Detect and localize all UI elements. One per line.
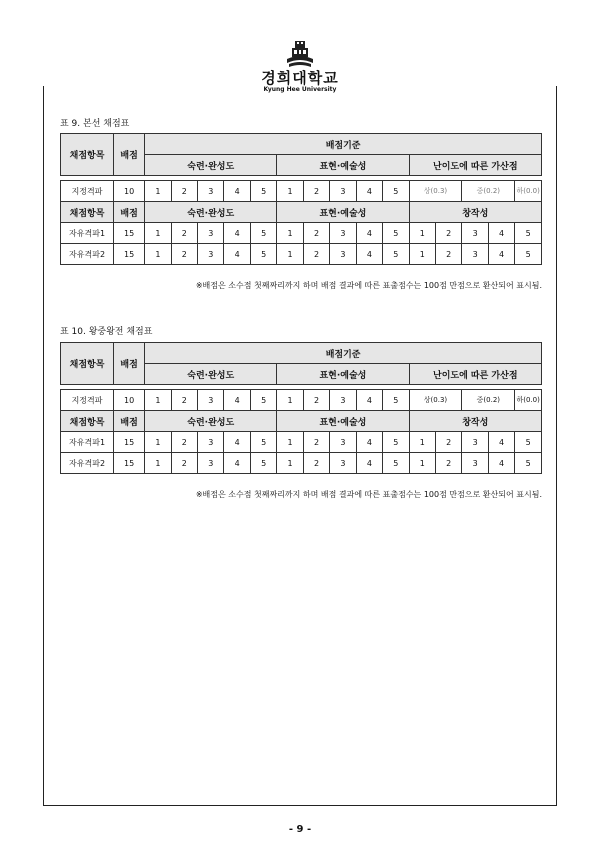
scale-cell: 4 xyxy=(356,432,382,453)
scale-cell: 2 xyxy=(303,453,329,474)
row-label: 지정격파 xyxy=(61,390,114,411)
scale-cell: 3 xyxy=(330,244,356,265)
university-emblem-icon xyxy=(284,40,316,70)
scale-cell: 1 xyxy=(145,432,171,453)
scale-cell: 1 xyxy=(409,453,435,474)
scale-cell: 5 xyxy=(515,223,542,244)
scale-cell: 3 xyxy=(330,390,356,411)
scale-cell: 5 xyxy=(250,390,276,411)
scale-cell: 1 xyxy=(277,432,303,453)
row-label: 자유격파1 xyxy=(61,432,114,453)
scale-cell: 1 xyxy=(145,390,171,411)
scale-cell: 4 xyxy=(488,223,514,244)
scale-cell: 3 xyxy=(198,223,224,244)
scale-cell: 5 xyxy=(250,181,276,202)
university-logo xyxy=(0,40,600,96)
scale-cell: 4 xyxy=(356,181,382,202)
row-score: 10 xyxy=(114,181,145,202)
scale-cell: 2 xyxy=(171,390,197,411)
table-caption: 표 10. 왕중왕전 채점표 xyxy=(60,327,153,337)
score-table xyxy=(60,342,542,474)
row-label: 자유격파1 xyxy=(61,223,114,244)
scale-cell: 4 xyxy=(224,181,250,202)
col-header-score: 배점 xyxy=(114,134,145,176)
criteria-header: 배점기준 xyxy=(145,343,542,364)
row-score: 15 xyxy=(114,432,145,453)
scale-cell: 4 xyxy=(224,223,250,244)
scale-cell: 3 xyxy=(198,453,224,474)
scale-cell: 2 xyxy=(303,390,329,411)
logo-english-text: Kyung Hee University xyxy=(263,86,337,93)
scale-cell: 2 xyxy=(171,432,197,453)
scale-cell: 4 xyxy=(356,390,382,411)
col-header-score: 배점 xyxy=(114,411,145,432)
scale-cell: 2 xyxy=(435,244,461,265)
scale-cell: 4 xyxy=(356,223,382,244)
scale-cell: 5 xyxy=(250,244,276,265)
scale-cell: 2 xyxy=(303,223,329,244)
group-header-skill: 숙련·완성도 xyxy=(145,364,277,385)
scale-cell: 5 xyxy=(250,223,276,244)
scale-cell: 2 xyxy=(303,244,329,265)
scale-cell: 3 xyxy=(198,181,224,202)
scale-cell: 1 xyxy=(277,390,303,411)
row-score: 15 xyxy=(114,244,145,265)
scale-cell: 3 xyxy=(198,244,224,265)
scale-cell: 5 xyxy=(515,453,542,474)
scale-cell: 3 xyxy=(330,223,356,244)
col-header-item: 채점항목 xyxy=(61,411,114,432)
scale-cell: 5 xyxy=(250,453,276,474)
group-header-creativity: 창작성 xyxy=(409,202,541,223)
bonus-cell: 중(0.2) xyxy=(462,181,515,202)
scale-cell: 3 xyxy=(330,432,356,453)
scale-cell: 3 xyxy=(330,453,356,474)
table-row xyxy=(61,390,542,411)
scale-cell: 1 xyxy=(277,181,303,202)
scale-cell: 3 xyxy=(462,223,488,244)
scale-cell: 3 xyxy=(462,453,488,474)
scale-cell: 1 xyxy=(277,223,303,244)
scale-cell: 5 xyxy=(250,432,276,453)
scale-cell: 5 xyxy=(383,453,409,474)
table-row xyxy=(61,223,542,244)
scale-cell: 3 xyxy=(330,181,356,202)
bonus-cell: 중(0.2) xyxy=(462,390,515,411)
scale-cell: 1 xyxy=(145,181,171,202)
group-header-expression: 표현·예술성 xyxy=(277,202,409,223)
scale-cell: 4 xyxy=(224,432,250,453)
bonus-cell: 상(0.3) xyxy=(409,181,462,202)
scale-cell: 2 xyxy=(171,453,197,474)
scale-cell: 2 xyxy=(435,432,461,453)
scale-cell: 5 xyxy=(383,432,409,453)
scale-cell: 4 xyxy=(488,244,514,265)
scale-cell: 5 xyxy=(383,244,409,265)
table-row xyxy=(61,244,542,265)
row-score: 15 xyxy=(114,223,145,244)
scale-cell: 3 xyxy=(462,432,488,453)
scale-cell: 4 xyxy=(356,244,382,265)
row-label: 자유격파2 xyxy=(61,244,114,265)
scale-cell: 2 xyxy=(435,453,461,474)
group-header-creativity: 창작성 xyxy=(409,411,541,432)
scale-cell: 5 xyxy=(515,244,542,265)
scale-cell: 4 xyxy=(224,453,250,474)
scale-cell: 5 xyxy=(383,390,409,411)
scale-cell: 1 xyxy=(145,244,171,265)
col-header-score: 배점 xyxy=(114,202,145,223)
scale-cell: 2 xyxy=(303,181,329,202)
table-footnote: ※배점은 소수점 첫째짜리까지 하며 배점 결과에 따른 표출점수는 100점 만점으로 환산되어 표시됨. xyxy=(195,281,542,290)
scale-cell: 3 xyxy=(198,432,224,453)
row-score: 10 xyxy=(114,390,145,411)
group-header-difficulty-bonus: 난이도에 따른 가산점 xyxy=(409,155,541,176)
scale-cell: 4 xyxy=(356,453,382,474)
scale-cell: 1 xyxy=(145,223,171,244)
score-table xyxy=(60,133,542,265)
bonus-cell: 하(0.0) xyxy=(515,390,542,411)
table-row xyxy=(61,181,542,202)
logo-korean-text: 경희대학교 xyxy=(0,70,600,86)
group-header-skill: 숙련·완성도 xyxy=(145,155,277,176)
scale-cell: 2 xyxy=(303,432,329,453)
table-footnote: ※배점은 소수점 첫째짜리까지 하며 배점 결과에 따른 표출점수는 100점 만점으로 환산되어 표시됨. xyxy=(195,490,542,499)
scale-cell: 4 xyxy=(488,432,514,453)
scale-cell: 3 xyxy=(198,390,224,411)
scale-cell: 2 xyxy=(435,223,461,244)
group-header-skill: 숙련·완성도 xyxy=(145,411,277,432)
scale-cell: 2 xyxy=(171,181,197,202)
scale-cell: 2 xyxy=(171,244,197,265)
bonus-cell: 상(0.3) xyxy=(409,390,462,411)
scale-cell: 5 xyxy=(383,181,409,202)
scale-cell: 5 xyxy=(515,432,542,453)
page-number: - 9 - xyxy=(288,824,312,835)
table-row xyxy=(61,432,542,453)
scale-cell: 1 xyxy=(277,244,303,265)
scale-cell: 1 xyxy=(409,432,435,453)
group-header-difficulty-bonus: 난이도에 따른 가산점 xyxy=(409,364,541,385)
scale-cell: 4 xyxy=(488,453,514,474)
scale-cell: 1 xyxy=(409,223,435,244)
group-header-expression: 표현·예술성 xyxy=(277,364,409,385)
bonus-cell: 하(0.0) xyxy=(515,181,542,202)
row-score: 15 xyxy=(114,453,145,474)
row-label: 자유격파2 xyxy=(61,453,114,474)
scale-cell: 1 xyxy=(409,244,435,265)
scale-cell: 4 xyxy=(224,244,250,265)
group-header-expression: 표현·예술성 xyxy=(277,155,409,176)
group-header-expression: 표현·예술성 xyxy=(277,411,409,432)
col-header-item: 채점항목 xyxy=(61,134,114,176)
row-label: 지정격파 xyxy=(61,181,114,202)
criteria-header: 배점기준 xyxy=(145,134,542,155)
col-header-score: 배점 xyxy=(114,343,145,385)
scale-cell: 3 xyxy=(462,244,488,265)
scale-cell: 1 xyxy=(145,453,171,474)
scale-cell: 4 xyxy=(224,390,250,411)
group-header-skill: 숙련·완성도 xyxy=(145,202,277,223)
col-header-item: 채점항목 xyxy=(61,202,114,223)
scale-cell: 1 xyxy=(277,453,303,474)
scale-cell: 2 xyxy=(171,223,197,244)
table-row xyxy=(61,453,542,474)
table-caption: 표 9. 본선 채점표 xyxy=(60,119,130,129)
scale-cell: 5 xyxy=(383,223,409,244)
col-header-item: 채점항목 xyxy=(61,343,114,385)
